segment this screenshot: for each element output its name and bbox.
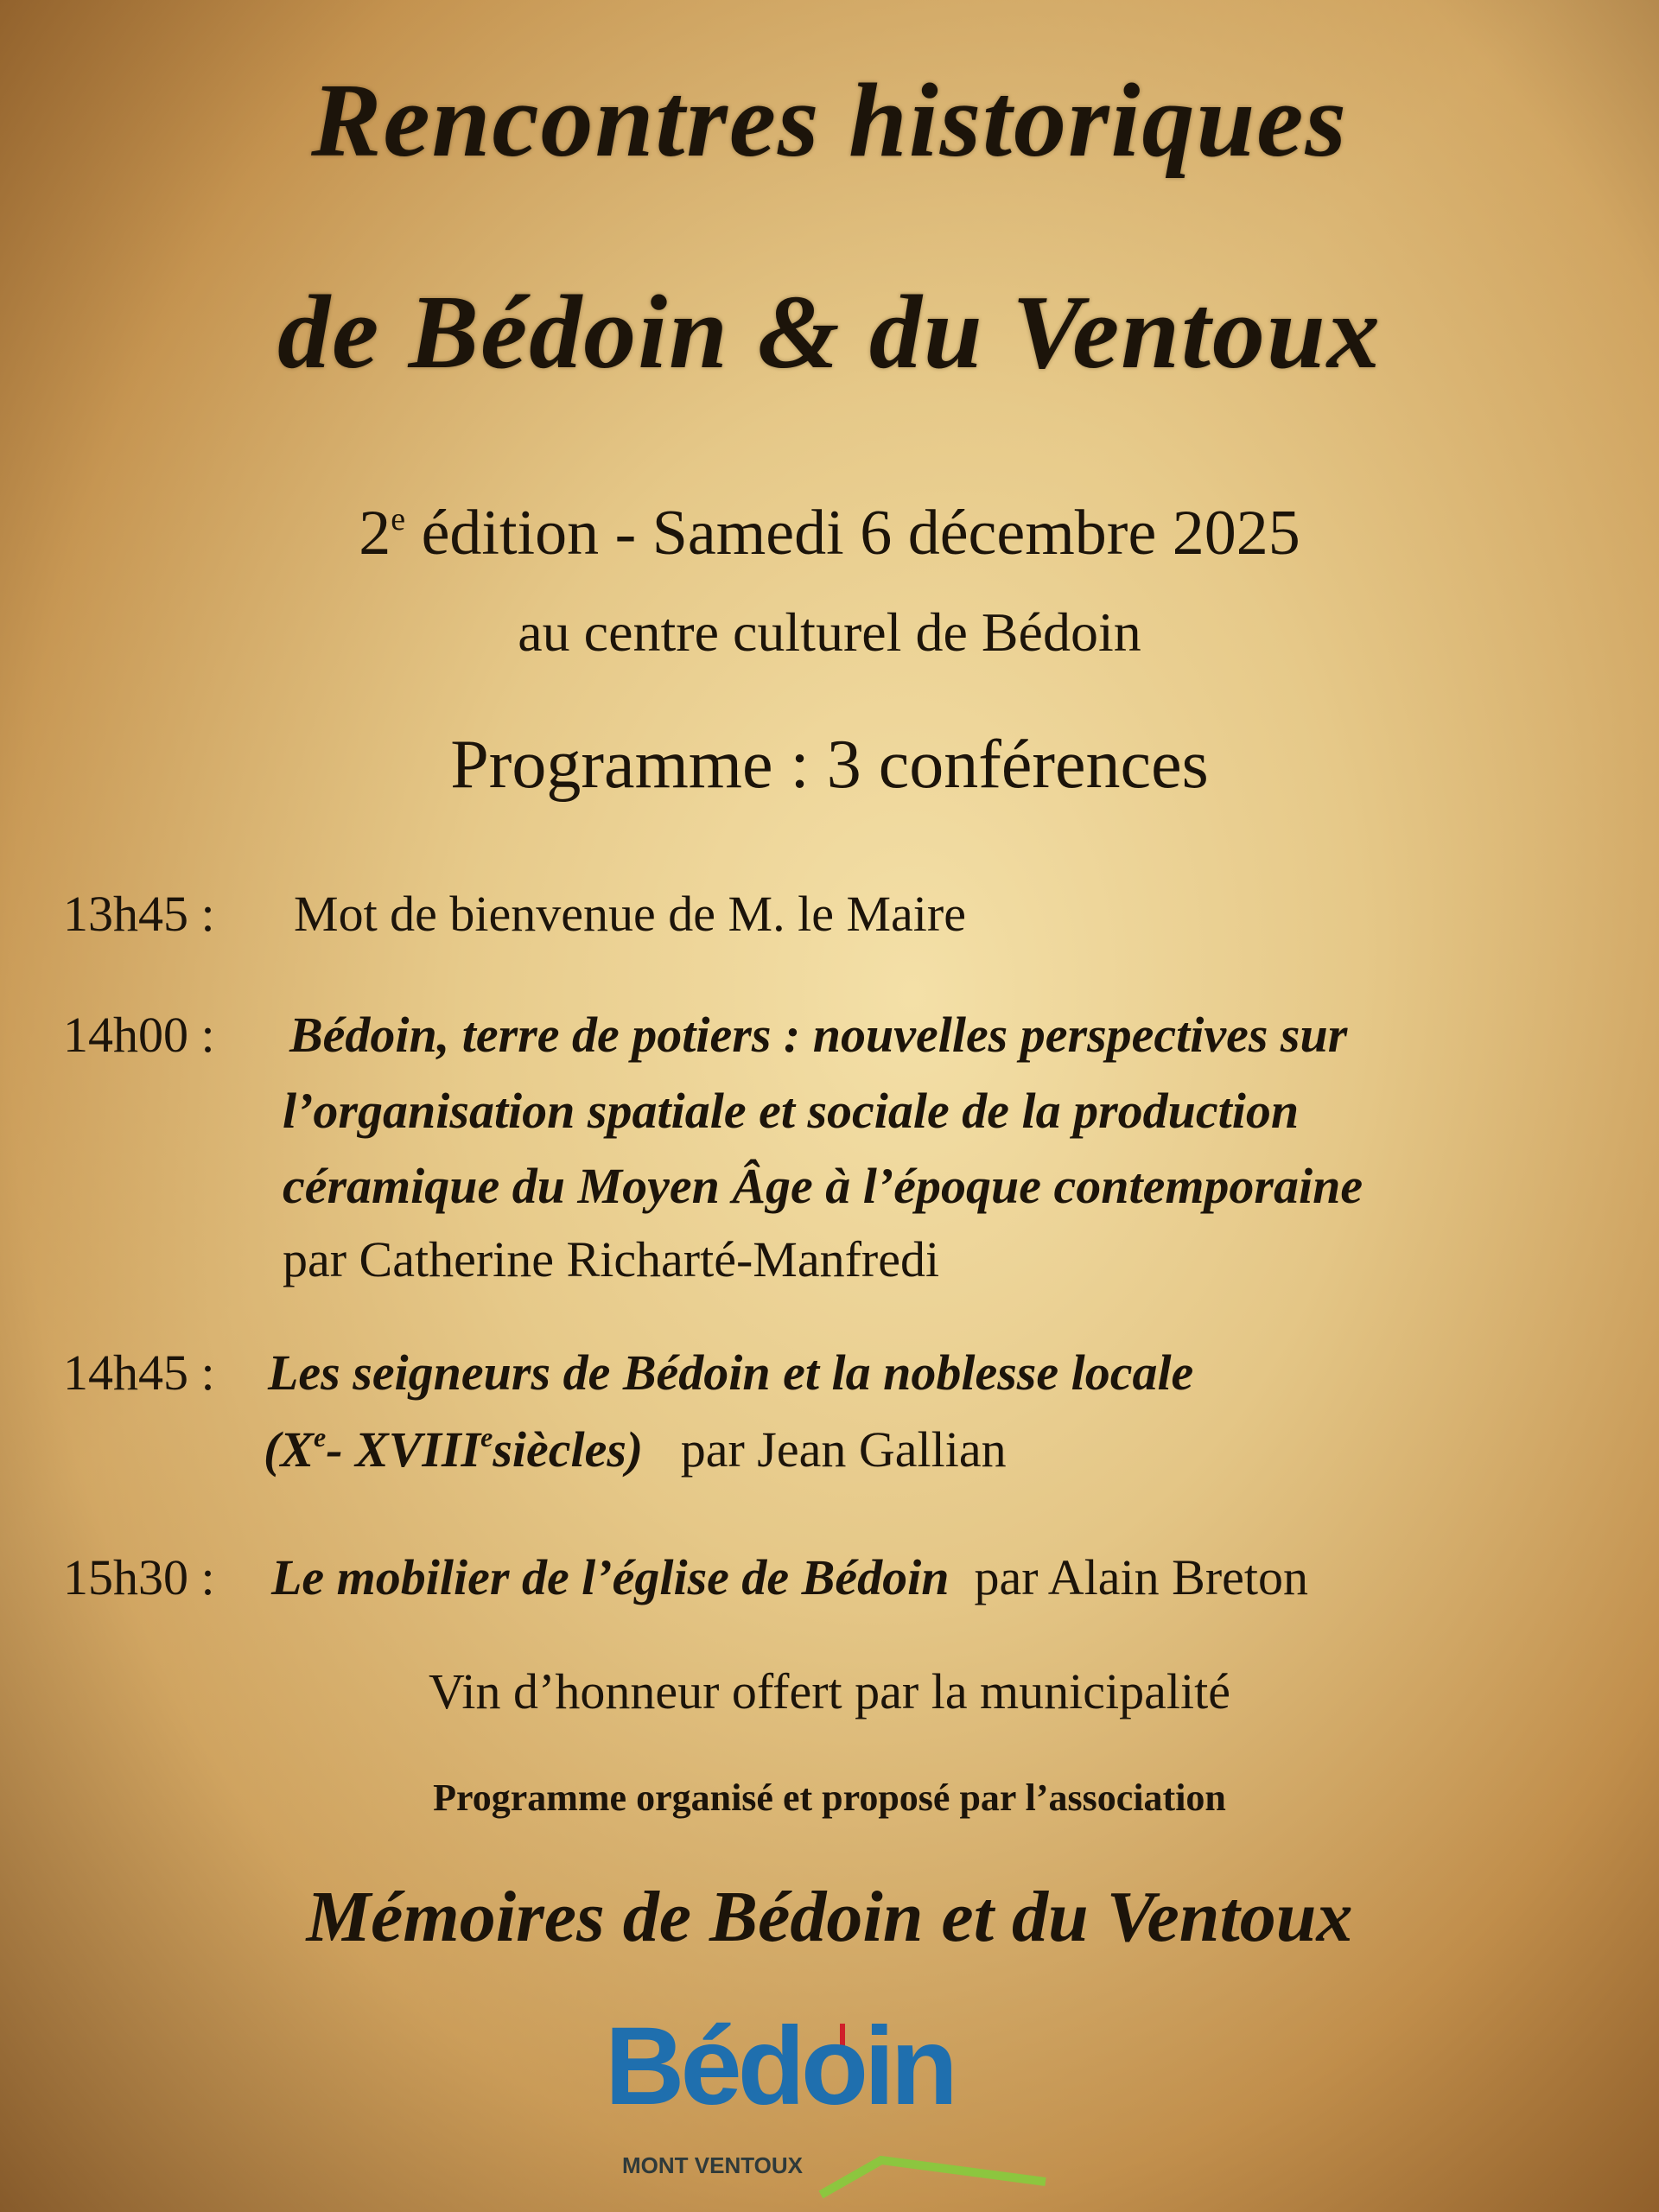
talk1-title-line2: l’organisation spatiale et sociale de la production — [283, 1083, 1300, 1139]
time-1530: 15h30 : — [63, 1549, 215, 1605]
bedoin-logo-graphic — [596, 2005, 1080, 2199]
organizer-name: Mémoires de Bédoin et du Ventoux — [306, 1877, 1353, 1957]
period-sup2: e — [480, 1421, 493, 1452]
reception-text: Vin d’honneur offert par la municipalité — [429, 1663, 1230, 1719]
programme-heading: Programme : 3 conférences — [450, 727, 1209, 803]
organizer-intro: Programme organisé et proposé par l’association — [433, 1777, 1226, 1819]
talk2-speaker: par Jean Gallian — [680, 1421, 1007, 1478]
talk2-title: Les seigneurs de Bédoin et la noblesse locale — [268, 1344, 1194, 1401]
period-open: (X — [264, 1421, 314, 1478]
venue: au centre culturel de Bédoin — [518, 601, 1141, 663]
time-1345: 13h45 : — [63, 886, 215, 942]
edition-number: 2 — [359, 498, 391, 569]
period-sup1: e — [314, 1421, 327, 1452]
talk1-speaker: par Catherine Richarté-Manfredi — [283, 1231, 940, 1287]
talk2-period — [264, 1421, 643, 1478]
bedoin-logo — [596, 2005, 1080, 2199]
talk3-line — [271, 1549, 1308, 1607]
period-close: siècles) — [493, 1421, 644, 1478]
edition-text: édition - Samedi 6 décembre 2025 — [405, 498, 1300, 569]
time-1445: 14h45 : — [63, 1344, 215, 1401]
period-mid: - XVIII — [326, 1421, 481, 1478]
poster-title-line1: Rencontres historiques — [311, 62, 1348, 179]
time-1400: 14h00 : — [63, 1007, 215, 1063]
talk3-title: Le mobilier de l’église de Bédoin — [271, 1549, 950, 1605]
svg-text:MONT VENTOUX: MONT VENTOUX — [622, 2152, 803, 2178]
talk1-title-line1: Bédoin, terre de potiers : nouvelles perspectives sur — [289, 1007, 1348, 1063]
talk2-period-line — [264, 1421, 1007, 1479]
talk1-title-line3: céramique du Moyen Âge à l’époque contemporaine — [283, 1158, 1363, 1214]
edition-date — [0, 497, 1659, 570]
edition-suffix: e — [391, 501, 406, 537]
poster-title-line2: de Bédoin & du Ventoux — [277, 274, 1382, 391]
talk3-speaker: par Alain Breton — [974, 1549, 1309, 1605]
welcome-text: Mot de bienvenue de M. le Maire — [294, 886, 966, 942]
svg-text:Bédoin: Bédoin — [605, 2005, 954, 2128]
